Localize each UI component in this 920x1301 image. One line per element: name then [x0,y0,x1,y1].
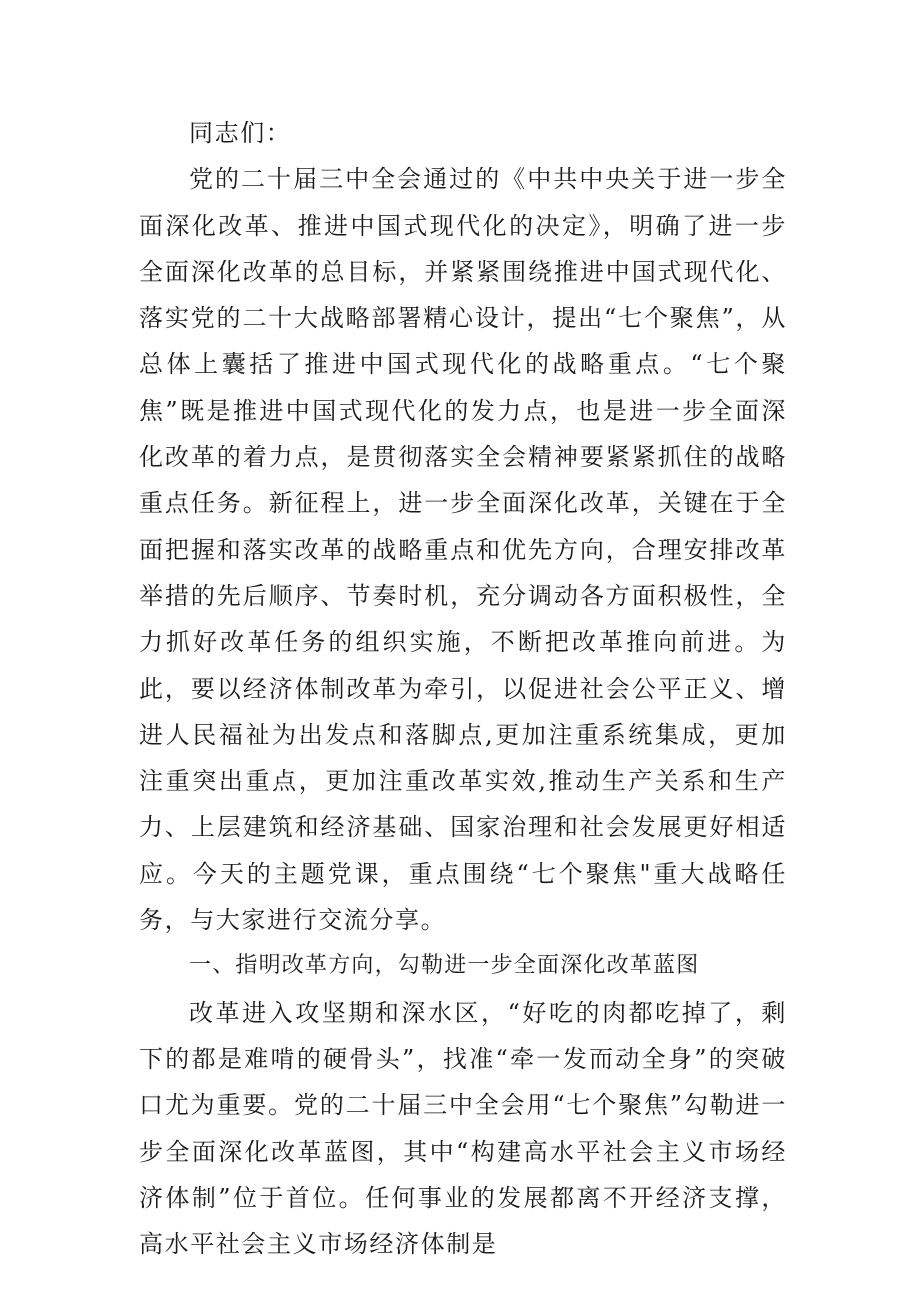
salutation: 同志们： [189,119,292,147]
paragraph-section-1: 改革进入攻坚期和深水区，“好吃的肉都吃掉了，剩下的都是难啃的硬骨头”，找准“牵一发而动全身”的突破口尤为重要。党的二十届三中全会用“七个聚焦”勾勒进一步全面深化改革蓝图，其中“构建高水平社会主义市场经济体制”位于首位。任何事业的发展都离不开经济支撑，高水平社会主义市场经济体制是 [139,998,787,1259]
section-heading-1: 一、指明改革方向，勾勒进一步全面深化改革蓝图 [189,953,700,979]
document-body [139,110,787,1267]
paragraph-intro: 党的二十届三中全会通过的《中共中央关于进一步全面深化改革、推进中国式现代化的决定》，明确了进一步全面深化改革的总目标，并紧紧围绕推进中国式现代化、落实党的二十大战略部署精心设计，提出“七个聚焦”，从总体上囊括了推进中国式现代化的战略重点。“七个聚焦”既是推进中国式现代化的发力点，也是进一步全面深化改革的着力点，是贯彻落实全会精神要紧紧抓住的战略重点任务。新征程上，进一步全面深化改革，关键在于全面把握和落实改革的战略重点和优先方向，合理安排改革举措的先后顺序、节奏时机，充分调动各方面积极性，全力抓好改革任务的组织实施，不断把改革推向前进。为此，要以经济体制改革为牵引，以促进社会公平正义、增进人民福祉为出发点和落脚点,更加注重系统集成，更加注重突出重点，更加注重改革实效,推动生产关系和生产力、上层建筑和经济基础、国家治理和社会发展更好相适应。今天的主题党课，重点围绕“七个聚焦"重大战略任务，与大家进行交流分享。 [139,165,787,935]
